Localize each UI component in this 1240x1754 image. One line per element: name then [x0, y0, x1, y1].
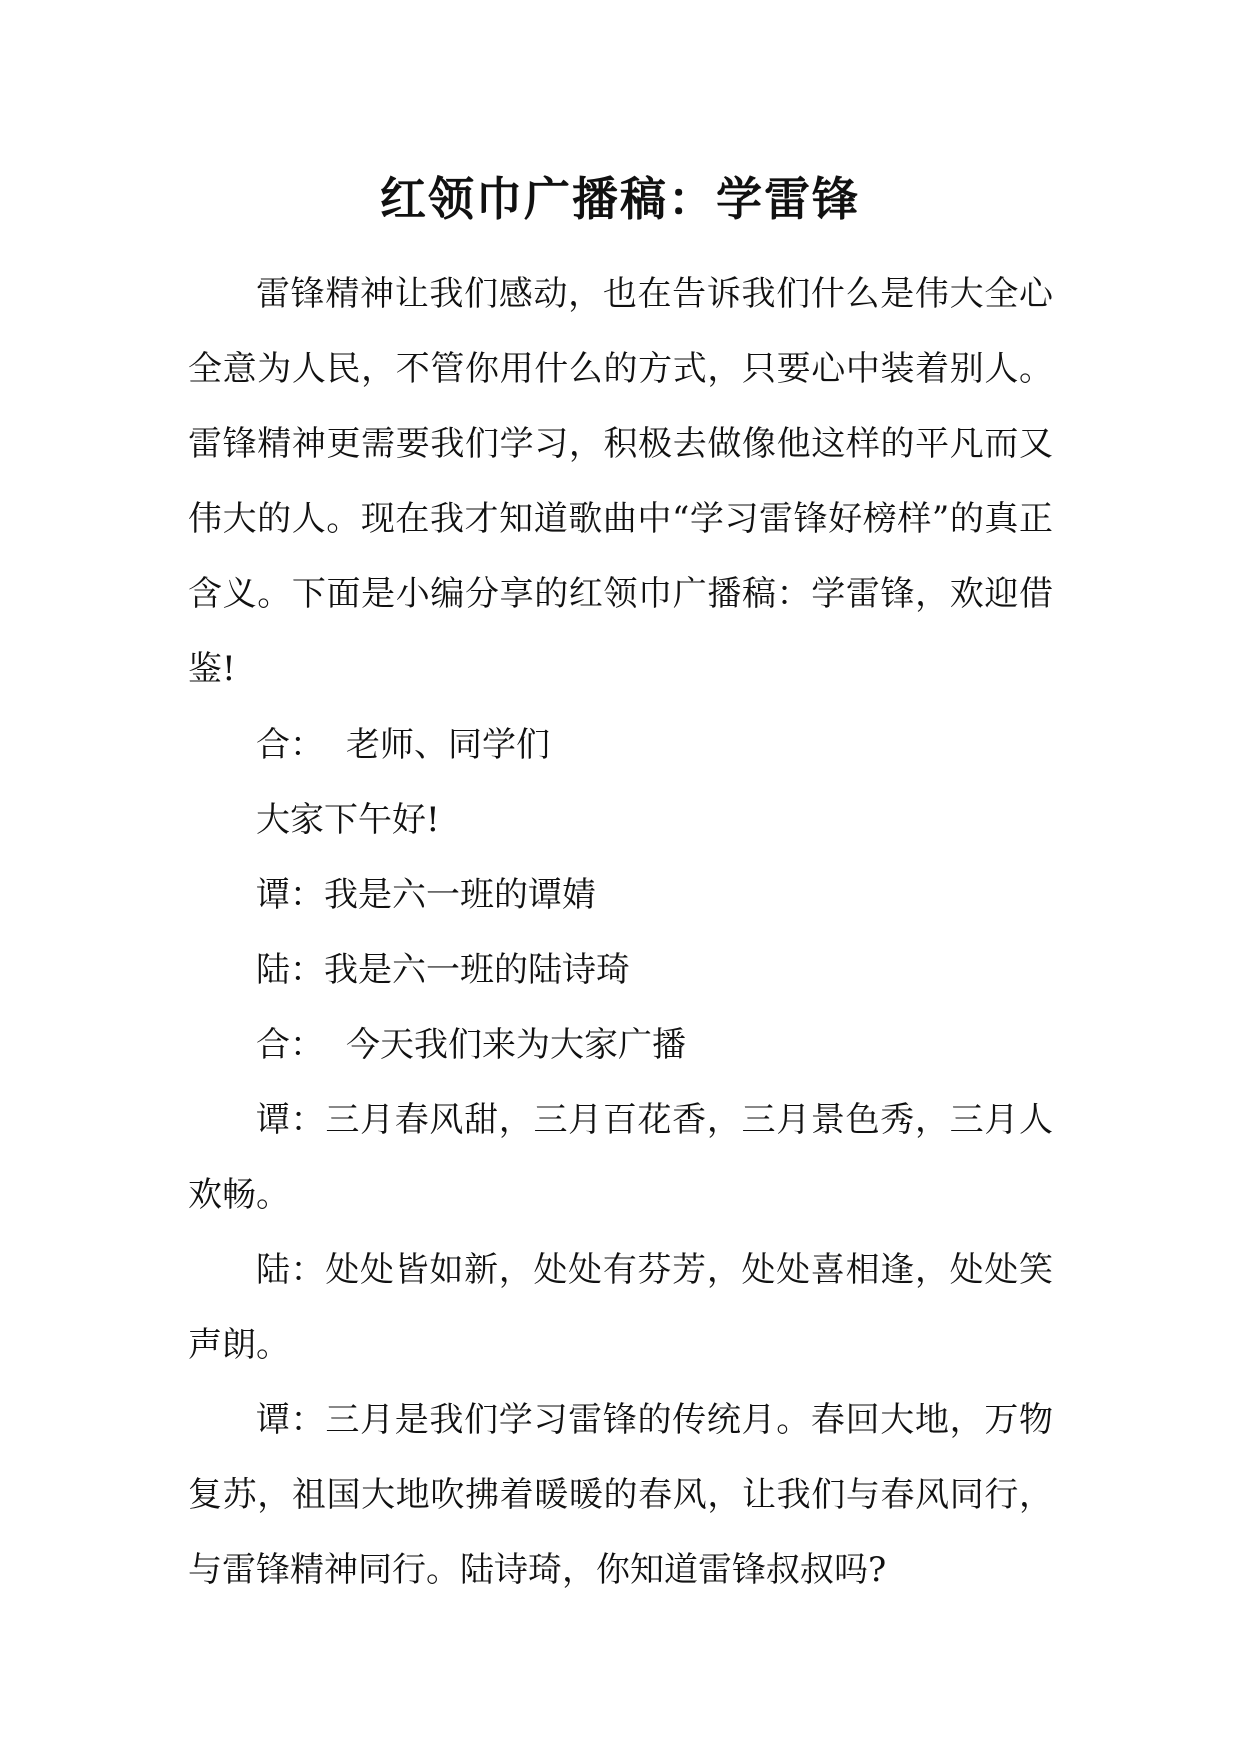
- dialogue-paragraph: 谭：三月是我们学习雷锋的传统月。春回大地，万物复苏，祖国大地吹拂着暖暖的春风，让我们与春风同行，与雷锋精神同行。陆诗琦，你知道雷锋叔叔吗?: [188, 1400, 1053, 1590]
- document-body: [188, 257, 1053, 1608]
- dialogue-line: [188, 1008, 1053, 1083]
- dialogue-text: 我是六一班的谭婧: [324, 875, 596, 915]
- dialogue-text: 我是六一班的陆诗琦: [324, 950, 630, 990]
- intro-paragraph: 雷锋精神让我们感动，也在告诉我们什么是伟大全心全意为人民，不管你用什么的方式，只要心中装着别人。雷锋精神更需要我们学习，积极去做像他这样的平凡而又伟大的人。现在我才知道歌曲中“学习雷锋好榜样”的真正含义。下面是小编分享的红领巾广播稿：学雷锋，欢迎借鉴!: [188, 274, 1053, 689]
- dialogue-text: 今天我们来为大家广播: [346, 1025, 686, 1065]
- speaker-label: 谭：: [256, 875, 324, 915]
- dialogue-line: [188, 858, 1053, 933]
- speaker-label: 陆：: [256, 950, 324, 990]
- speaker-label: 合：: [256, 1025, 324, 1065]
- dialogue-line: [188, 708, 1053, 783]
- dialogue-line: [188, 933, 1053, 1008]
- dialogue-line: [188, 783, 1053, 858]
- document-title: 红领巾广播稿：学雷锋: [380, 172, 860, 226]
- dialogue-paragraph: 陆：处处皆如新，处处有芬芳，处处喜相逢，处处笑声朗。: [188, 1250, 1053, 1365]
- dialogue-text: 老师、同学们: [346, 725, 550, 765]
- dialogue-paragraph: 谭：三月春风甜，三月百花香，三月景色秀，三月人欢畅。: [188, 1100, 1053, 1215]
- dialogue-text: 大家下午好!: [256, 800, 440, 840]
- speaker-label: 合：: [256, 725, 324, 765]
